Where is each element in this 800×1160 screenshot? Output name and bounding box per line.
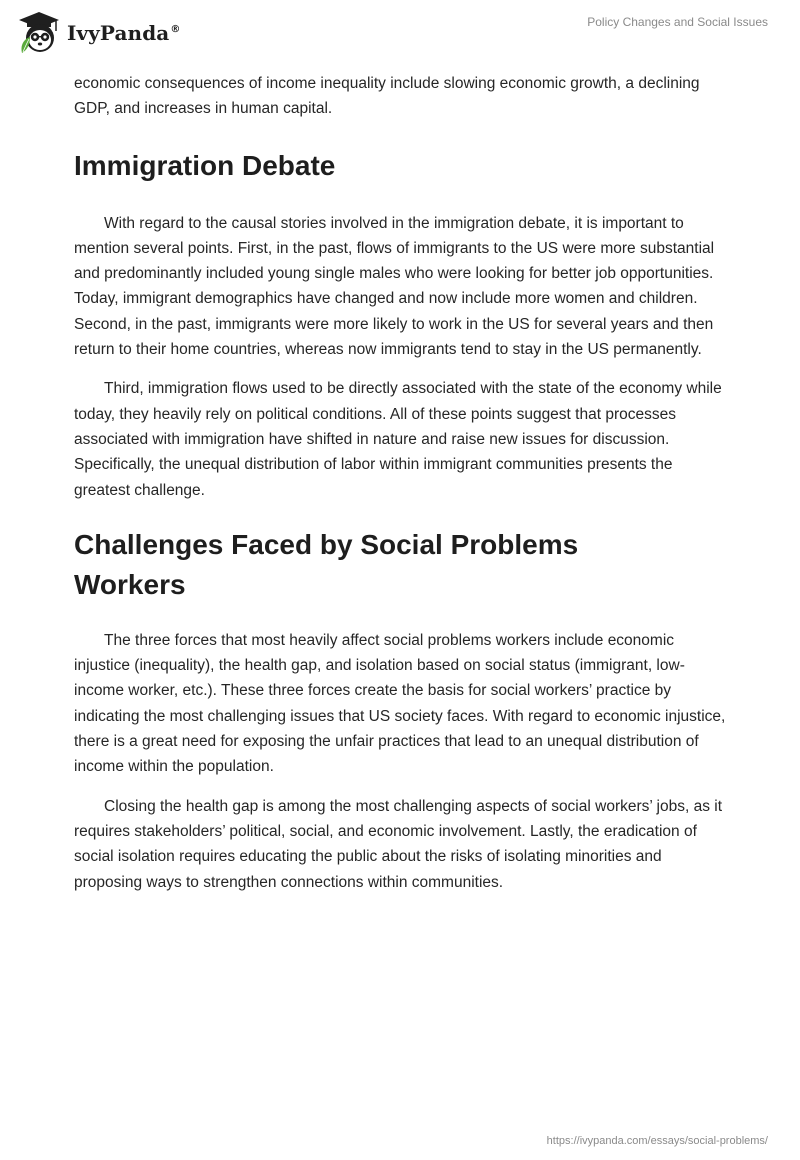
paragraph: Third, immigration flows used to be directly associated with the state of the economy while today, they heavily rely on political conditions. All of these points suggest that processes associated with immigration have shifted in nature and raise new issues for discussion. Specifically, the unequal distribution of labor within immigrant communities presents the greatest challenge. [74, 380, 722, 499]
running-title: Policy Changes and Social Issues [587, 15, 768, 29]
paragraph: The three forces that most heavily affect social problems workers include economic injustice (inequality), the health gap, and isolation based on social status (immigrant, low-income worker, etc.). These three forces create the basis for social workers’ practice by indicating the most challenging issues that US society faces. With regard to economic injustice, there is a great need for exposing the unfair practices that lead to an unequal distribution of income within the population. [74, 631, 726, 776]
section-heading-immigration: Immigration Debate [74, 149, 336, 181]
essay-content [74, 71, 726, 909]
logo-wordmark: IvyPanda® [67, 21, 181, 45]
footer-source-link[interactable]: https://ivypanda.com/essays/social-problems/ [546, 1135, 768, 1147]
paragraph: With regard to the causal stories involved in the immigration debate, it is important to mention several points. First, in the past, flows of immigrants to the US were more substantial and predominantly included young single males who were looking for better job opportunities. Today, immigrant demographics have changed and now include more women and children. Second, in the past, immigrants were more likely to work in the US for several years and then return to their home countries, whereas now immigrants tend to stay in the US permanently. [74, 214, 715, 359]
section-heading-challenges: Challenges Faced by Social Problems Workers [74, 528, 579, 600]
intro-paragraph: economic consequences of income inequality include slowing economic growth, a declining GDP, and increases in human capital. [74, 75, 700, 118]
panda-logo-icon [16, 9, 62, 55]
paragraph: Closing the health gap is among the most challenging aspects of social workers’ jobs, as it requires stakeholders’ political, social, and economic involvement. Lastly, the eradication of social isolation requires educating the public about the risks of isolating minorities and proposing ways to strengthen connections within communities. [74, 797, 723, 891]
page-header [0, 0, 800, 64]
ivypanda-logo[interactable] [16, 9, 180, 55]
